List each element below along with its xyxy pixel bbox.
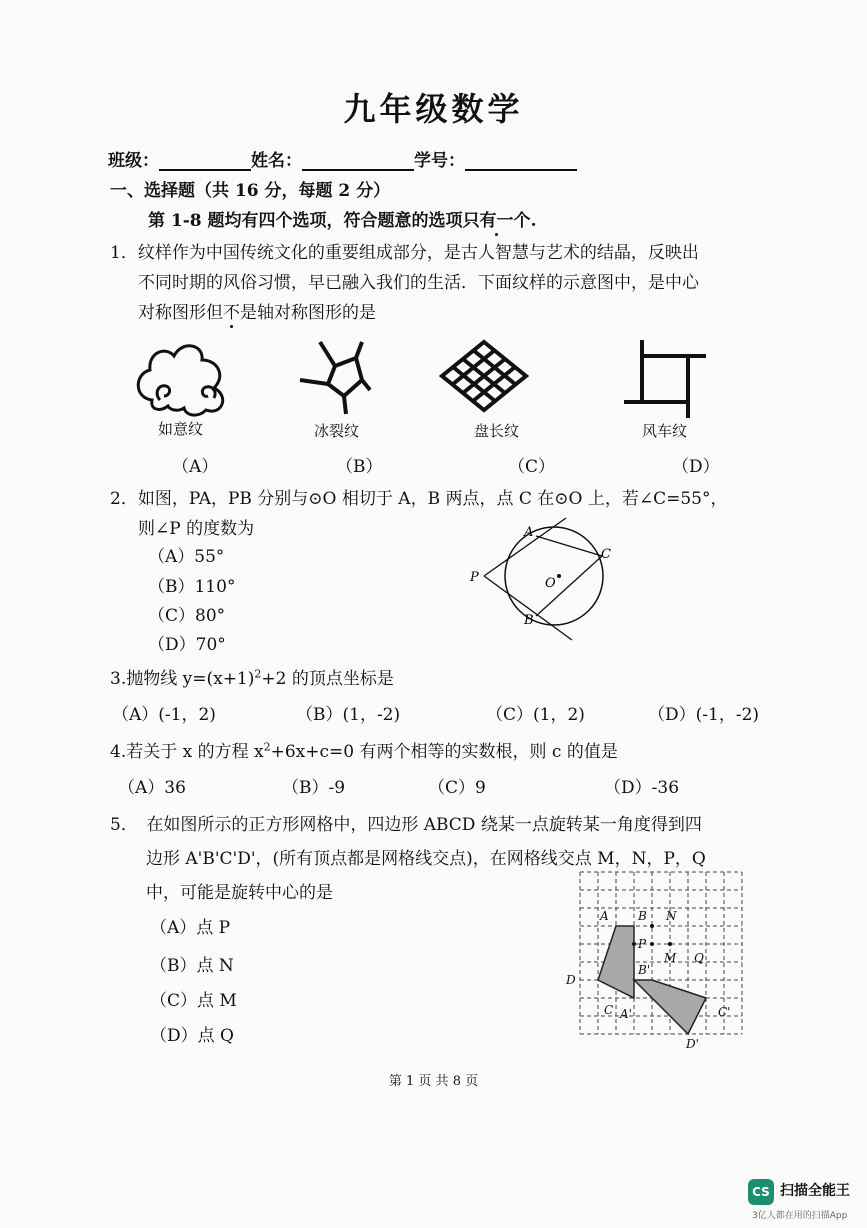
q5-option-b[interactable]: （B）点 N: [150, 956, 234, 976]
q3-stem: [110, 664, 394, 689]
quad-a2b2c2d2: [634, 980, 706, 1034]
note-emphasis: 只有一个: [463, 206, 531, 231]
fig-a-name: 如意纹: [158, 420, 204, 438]
label-p: P: [470, 570, 479, 585]
grid-label-d: D: [566, 973, 576, 987]
camscanner-tagline: 3亿人都在用的扫描App: [752, 1211, 848, 1221]
label-a: A: [524, 525, 534, 540]
q2-option-b[interactable]: （B）110°: [148, 577, 236, 597]
fig-b-name: 冰裂纹: [314, 422, 360, 440]
q4-stem-sup: 2: [263, 740, 271, 754]
ice-crack-pattern-figure: [300, 342, 370, 414]
note-post: .: [530, 211, 537, 231]
grid-label-d2: D': [686, 1037, 699, 1051]
grid-label-c: C: [604, 1003, 614, 1017]
id-blank[interactable]: [465, 151, 577, 171]
q1-option-d[interactable]: （D）: [672, 457, 720, 477]
q1-line3-post: 轴对称图形的是: [257, 303, 376, 323]
q1-option-c[interactable]: （C）: [508, 457, 556, 477]
q4-stem-post: +6x+c=0 有两个相等的实数根，则 c 的值是: [270, 742, 618, 762]
q1-option-a[interactable]: （A）: [172, 457, 219, 477]
page-footer: 第 1 页 共 8 页: [388, 1074, 479, 1089]
label-c: C: [601, 547, 611, 562]
label-o: O: [545, 576, 556, 591]
q1-line2: 不同时期的风俗习惯，早已融入我们的生活．下面纹样的示意图中，是中心: [138, 273, 699, 293]
camscanner-logo-icon: CS: [748, 1179, 774, 1205]
q1-line3-mid: 是: [240, 303, 257, 323]
q3-stem-sup: 2: [254, 667, 262, 681]
name-blank[interactable]: [302, 151, 414, 171]
class-label: 班级：: [108, 151, 159, 171]
section-note: [148, 206, 536, 231]
grid-label-m: M: [664, 951, 677, 965]
q5-option-c[interactable]: （C）点 M: [150, 991, 237, 1011]
grid-label-b2: B': [638, 963, 651, 977]
q2-option-c[interactable]: （C）80°: [148, 606, 226, 626]
q4-option-c[interactable]: （C）9: [428, 778, 486, 798]
fig-c-name: 盘长纹: [474, 422, 520, 440]
grid-label-c2: C': [718, 1005, 731, 1019]
camscanner-brand: 扫描全能王: [780, 1183, 850, 1199]
q1-line1: 1．纹样作为中国传统文化的重要组成部分，是古人智慧与艺术的结晶，反映出: [110, 243, 699, 263]
q1-line3: [138, 298, 376, 323]
q5-grid-figure: [560, 866, 756, 1056]
q2-option-d[interactable]: （D）70°: [148, 635, 226, 655]
section-heading: 一、选择题（共 16 分，每题 2 分）: [110, 181, 391, 201]
q2-line2: 则∠P 的度数为: [138, 519, 255, 539]
grid-label-n: N: [666, 909, 677, 923]
grid-label-a2: A': [620, 1007, 632, 1021]
q2-option-a[interactable]: （A）55°: [148, 547, 225, 567]
q5-line3: 中，可能是旋转中心的是: [146, 883, 333, 903]
q3-option-b[interactable]: （B）(1，-2): [296, 705, 401, 725]
grid-label-q: Q: [694, 951, 704, 965]
q3-stem-pre: 3.抛物线 y=(x+1): [110, 669, 255, 689]
windmill-pattern-figure: [624, 340, 706, 418]
panchang-knot-pattern-figure: [442, 342, 526, 410]
q5-option-d[interactable]: （D）点 Q: [150, 1026, 234, 1046]
q1-line3-emphasis: 不: [223, 298, 240, 323]
q4-option-d[interactable]: （D）-36: [604, 778, 680, 798]
q3-option-d[interactable]: （D）(-1，-2): [648, 705, 760, 725]
tangent-pb: [484, 576, 572, 640]
q5-line2: 边形 A'B'C'D'，(所有顶点都是网格线交点)，在网格线交点 M，N，P，Q: [146, 849, 706, 869]
grid-label-p: P: [638, 937, 647, 951]
label-b: B: [524, 613, 534, 628]
grid-label-a: A: [600, 909, 609, 923]
q2-circle-figure: [464, 516, 624, 642]
student-info-line: [108, 146, 577, 171]
name-label: 姓名：: [251, 151, 302, 171]
grid-label-b: B: [638, 909, 647, 923]
q2-line1: 2．如图，PA，PB 分别与⊙O 相切于 A，B 两点，点 C 在⊙O 上，若∠C=55°，: [110, 489, 728, 509]
center-dot: [557, 574, 561, 578]
q4-stem: [110, 737, 618, 762]
q1-line3-pre: 对称图形但: [138, 303, 223, 323]
q5-line1: 5． 在如图所示的正方形网格中，四边形 ABCD 绕某一点旋转某一角度得到四: [110, 815, 702, 835]
q3-option-a[interactable]: （A）(-1，2): [112, 705, 216, 725]
q5-option-a[interactable]: （A）点 P: [150, 918, 231, 938]
quad-abcd: [598, 926, 634, 998]
q3-stem-post: +2 的顶点坐标是: [261, 669, 394, 689]
q3-option-c[interactable]: （C）(1，2): [486, 705, 585, 725]
q4-stem-pre: 4.若关于 x 的方程 x: [110, 742, 264, 762]
page-title: 九年级数学: [343, 90, 524, 128]
fig-d-name: 风车纹: [642, 422, 688, 440]
id-label: 学号：: [414, 151, 465, 171]
q1-option-b[interactable]: （B）: [336, 457, 383, 477]
q4-option-b[interactable]: （B）-9: [282, 778, 346, 798]
q1-figures: [130, 338, 730, 418]
class-blank[interactable]: [159, 151, 251, 171]
q4-option-a[interactable]: （A）36: [118, 778, 186, 798]
ruyi-pattern-figure: [138, 346, 222, 415]
note-pre: 第 1-8 题均有四个选项，符合题意的选项: [148, 211, 463, 231]
